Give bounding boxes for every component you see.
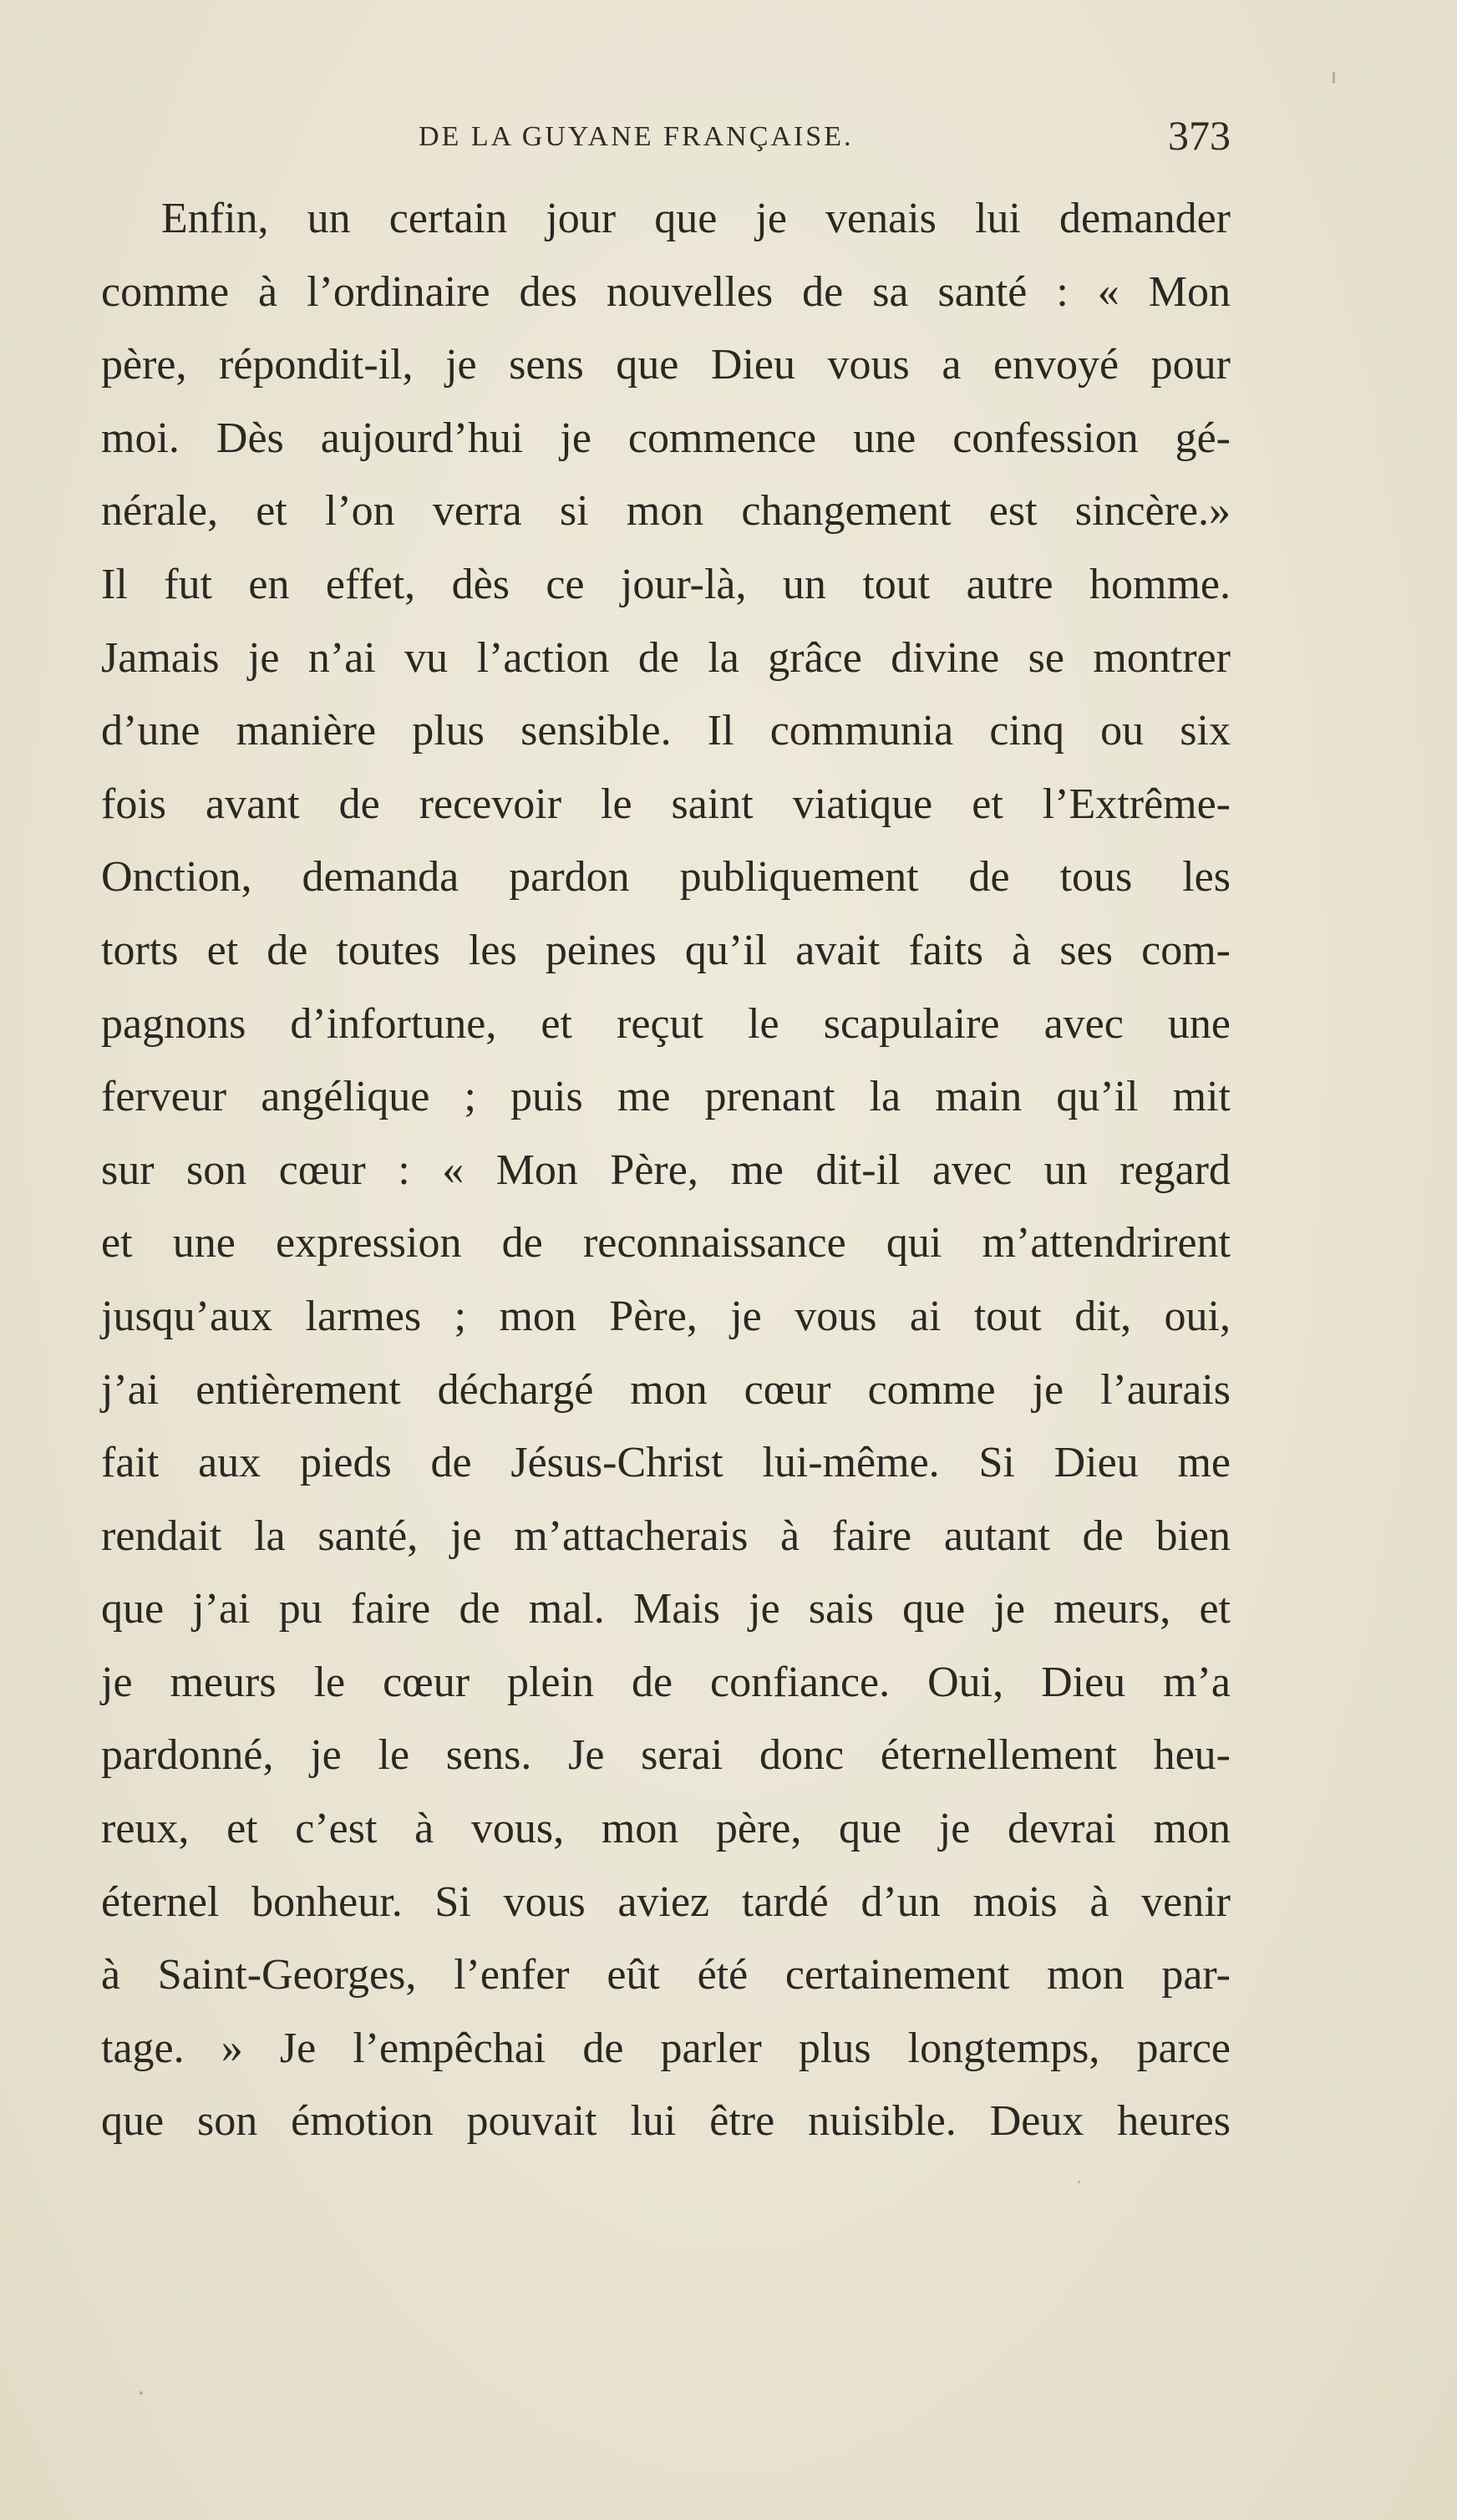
- text-line: d’une manière plus sensible. Il communia cinq ou six: [101, 707, 1231, 755]
- running-title: DE LA GUYANE FRANÇAISE.: [419, 121, 854, 152]
- paper-speck: [1078, 2181, 1080, 2183]
- text-line: torts et de toutes les peines qu’il avait faits à ses com-: [101, 926, 1231, 974]
- text-line: moi. Dès aujourd’hui je commence une confession gé-: [101, 414, 1231, 462]
- paper-speck: [1333, 72, 1335, 84]
- text-line: j’ai entièrement déchargé mon cœur comme je l’aurais: [101, 1365, 1231, 1414]
- text-line: pardonné, je le sens. Je serai donc éternellement heu-: [101, 1731, 1231, 1780]
- text-line: nérale, et l’on verra si mon changement est sincère.»: [101, 487, 1231, 536]
- text-line: Enfin, un certain jour que je venais lui demander: [161, 195, 1231, 242]
- text-line: que j’ai pu faire de mal. Mais je sais que je meurs, et: [101, 1585, 1231, 1633]
- text-line: Jamais je n’ai vu l’action de la grâce divine se montrer: [101, 633, 1231, 682]
- text-line: Onction, demanda pardon publiquement de tous les: [101, 853, 1231, 902]
- text-line: père, répondit-il, je sens que Dieu vous a envoyé pour: [101, 341, 1231, 389]
- text-line: et une expression de reconnaissance qui m’attendrirent: [101, 1219, 1231, 1268]
- text-line: à Saint-Georges, l’enfer eût été certainement mon par-: [101, 1951, 1231, 1999]
- text-line: je meurs le cœur plein de confiance. Oui, Dieu m’a: [101, 1658, 1231, 1706]
- text-line: fait aux pieds de Jésus-Christ lui-même. Si Dieu me: [101, 1439, 1231, 1487]
- text-line: jusqu’aux larmes ; mon Père, je vous ai tout dit, oui,: [101, 1292, 1231, 1340]
- text-line: éternel bonheur. Si vous aviez tardé d’un mois à venir: [101, 1877, 1231, 1926]
- text-line: comme à l’ordinaire des nouvelles de sa santé : « Mon: [101, 267, 1231, 316]
- text-line: Il fut en effet, dès ce jour-là, un tout autre homme.: [101, 560, 1231, 608]
- running-head: [101, 111, 1231, 161]
- paper-speck: [140, 2391, 143, 2395]
- text-line: pagnons d’infortune, et reçut le scapulaire avec une: [101, 999, 1231, 1048]
- text-line: tage. » Je l’empêchai de parler plus longtemps, parce: [101, 2024, 1231, 2072]
- text-line: ferveur angélique ; puis me prenant la main qu’il mit: [101, 1073, 1231, 1121]
- text-line: que son émotion pouvait lui être nuisible. Deux heures: [101, 2097, 1231, 2146]
- text-line: reux, et c’est à vous, mon père, que je devrai mon: [101, 1805, 1231, 1853]
- text-line: fois avant de recevoir le saint viatique et l’Extrême-: [101, 780, 1231, 828]
- text-line: rendait la santé, je m’attacherais à faire autant de bien: [101, 1511, 1231, 1560]
- body-text: [101, 182, 1231, 2158]
- page-number: 373: [1168, 112, 1231, 159]
- text-line: sur son cœur : « Mon Père, me dit-il avec un regard: [101, 1146, 1231, 1194]
